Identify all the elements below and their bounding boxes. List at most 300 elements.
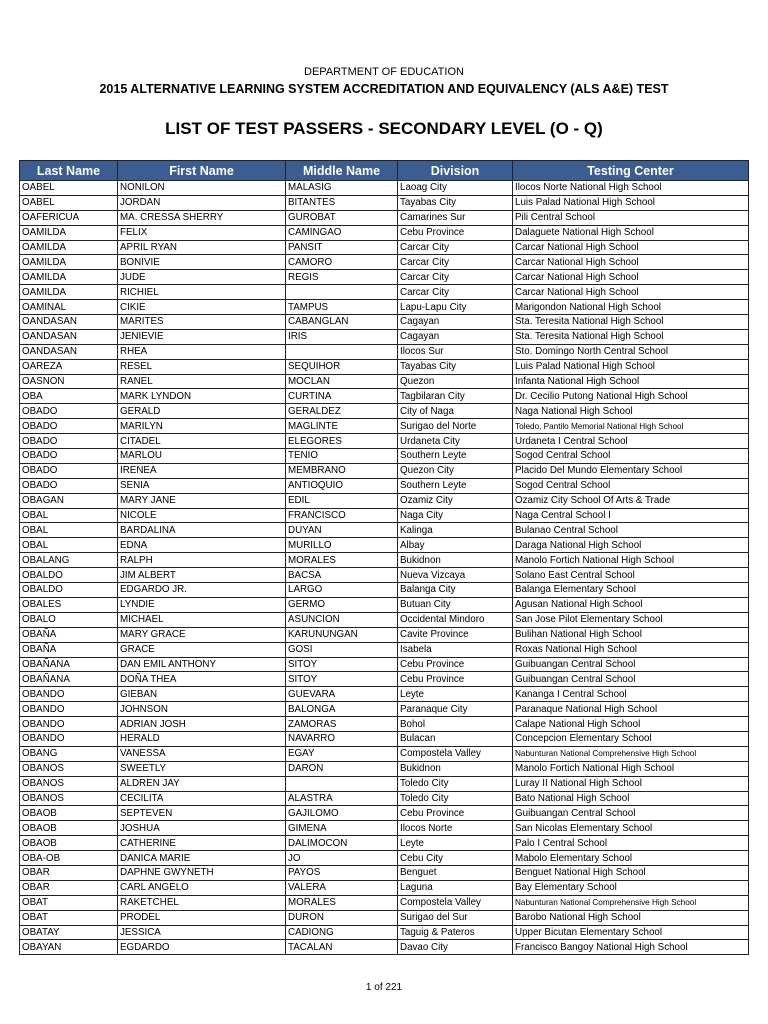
cell-testing-center: Paranaque National High School: [513, 702, 749, 717]
table-row: [20, 315, 749, 330]
cell-first-name: DAN EMIL ANTHONY: [118, 657, 286, 672]
cell-first-name: GERALD: [118, 404, 286, 419]
cell-first-name: JOHNSON: [118, 702, 286, 717]
cell-testing-center: Solano East Central School: [513, 568, 749, 583]
column-header-last-name: Last Name: [20, 161, 118, 181]
cell-last-name: OBAÑA: [20, 642, 118, 657]
cell-testing-center: Guibuangan Central School: [513, 806, 749, 821]
cell-first-name: PRODEL: [118, 910, 286, 925]
table-row: [20, 449, 749, 464]
cell-division: Tagbilaran City: [398, 389, 513, 404]
table-row: [20, 255, 749, 270]
cell-middle-name: ASUNCION: [286, 612, 398, 627]
table-row: [20, 181, 749, 196]
cell-testing-center: Roxas National High School: [513, 642, 749, 657]
table-row: [20, 285, 749, 300]
cell-middle-name: BITANTES: [286, 195, 398, 210]
cell-testing-center: Agusan National High School: [513, 597, 749, 612]
cell-middle-name: TACALAN: [286, 940, 398, 955]
cell-first-name: FELIX: [118, 225, 286, 240]
cell-first-name: MARLOU: [118, 449, 286, 464]
table-row: [20, 404, 749, 419]
cell-middle-name: EGAY: [286, 746, 398, 761]
cell-testing-center: Pili Central School: [513, 210, 749, 225]
cell-division: Compostela Valley: [398, 895, 513, 910]
cell-middle-name: DALIMOCON: [286, 836, 398, 851]
table-row: [20, 895, 749, 910]
cell-middle-name: CADIONG: [286, 925, 398, 940]
cell-division: Southern Leyte: [398, 478, 513, 493]
cell-first-name: JIM ALBERT: [118, 568, 286, 583]
cell-middle-name: CABANGLAN: [286, 315, 398, 330]
cell-division: Davao City: [398, 940, 513, 955]
table-row: [20, 776, 749, 791]
cell-testing-center: Dr. Cecilio Putong National High School: [513, 389, 749, 404]
cell-division: Butuan City: [398, 597, 513, 612]
cell-first-name: ALDREN JAY: [118, 776, 286, 791]
cell-last-name: OANDASAN: [20, 344, 118, 359]
cell-testing-center: Sta. Teresita National High School: [513, 315, 749, 330]
cell-testing-center: Ilocos Norte National High School: [513, 181, 749, 196]
cell-division: Tayabas City: [398, 195, 513, 210]
cell-testing-center: Mabolo Elementary School: [513, 851, 749, 866]
passers-table: [19, 160, 749, 955]
cell-first-name: GRACE: [118, 642, 286, 657]
cell-testing-center: Palo I Central School: [513, 836, 749, 851]
table-row: [20, 210, 749, 225]
cell-testing-center: Francisco Bangoy National High School: [513, 940, 749, 955]
column-header-testing-center: Testing Center: [513, 161, 749, 181]
cell-first-name: SEPTEVEN: [118, 806, 286, 821]
cell-division: Bukidnon: [398, 553, 513, 568]
cell-division: Cebu Province: [398, 657, 513, 672]
cell-last-name: OBADO: [20, 478, 118, 493]
cell-middle-name: GUEVARA: [286, 687, 398, 702]
cell-middle-name: MORALES: [286, 895, 398, 910]
cell-last-name: OBADO: [20, 404, 118, 419]
table-row: [20, 642, 749, 657]
cell-middle-name: ELEGORES: [286, 434, 398, 449]
cell-testing-center: Guibuangan Central School: [513, 657, 749, 672]
cell-testing-center: Barobo National High School: [513, 910, 749, 925]
cell-last-name: OABEL: [20, 181, 118, 196]
cell-testing-center: Luis Palad National High School: [513, 359, 749, 374]
table-row: [20, 463, 749, 478]
cell-last-name: OBALDO: [20, 568, 118, 583]
cell-division: Albay: [398, 538, 513, 553]
cell-last-name: OBA-OB: [20, 851, 118, 866]
cell-first-name: MARK LYNDON: [118, 389, 286, 404]
cell-first-name: RALPH: [118, 553, 286, 568]
cell-last-name: OANDASAN: [20, 329, 118, 344]
cell-last-name: OBALDO: [20, 583, 118, 598]
cell-middle-name: [286, 285, 398, 300]
cell-testing-center: Calape National High School: [513, 717, 749, 732]
cell-first-name: APRIL RYAN: [118, 240, 286, 255]
cell-first-name: MARILYN: [118, 419, 286, 434]
cell-last-name: OBAT: [20, 910, 118, 925]
cell-last-name: OBAGAN: [20, 493, 118, 508]
table-row: [20, 240, 749, 255]
cell-last-name: OAMILDA: [20, 285, 118, 300]
table-row: [20, 270, 749, 285]
cell-last-name: OBAYAN: [20, 940, 118, 955]
cell-middle-name: DUYAN: [286, 523, 398, 538]
cell-first-name: JOSHUA: [118, 821, 286, 836]
table-row: [20, 344, 749, 359]
cell-division: Bukidnon: [398, 761, 513, 776]
document-title: LIST OF TEST PASSERS - SECONDARY LEVEL (O - Q): [165, 119, 603, 138]
cell-middle-name: SEQUIHOR: [286, 359, 398, 374]
cell-middle-name: REGIS: [286, 270, 398, 285]
cell-first-name: EDGARDO JR.: [118, 583, 286, 598]
cell-testing-center: Nabunturan National Comprehensive High School: [513, 895, 749, 910]
cell-middle-name: KARUNUNGAN: [286, 627, 398, 642]
cell-division: Southern Leyte: [398, 449, 513, 464]
table-row: [20, 925, 749, 940]
cell-last-name: OAMINAL: [20, 300, 118, 315]
cell-testing-center: Dalaguete National High School: [513, 225, 749, 240]
table-row: [20, 731, 749, 746]
table-row: [20, 702, 749, 717]
cell-testing-center: Concepcion Elementary School: [513, 731, 749, 746]
cell-testing-center: Balanga Elementary School: [513, 583, 749, 598]
cell-division: Carcar City: [398, 270, 513, 285]
cell-testing-center: Sogod Central School: [513, 449, 749, 464]
document-subtitle: 2015 ALTERNATIVE LEARNING SYSTEM ACCREDITATION AND EQUIVALENCY (ALS A&E) TEST: [99, 82, 669, 96]
table-row: [20, 746, 749, 761]
cell-testing-center: San Jose Pilot Elementary School: [513, 612, 749, 627]
cell-middle-name: SITOY: [286, 657, 398, 672]
cell-first-name: RANEL: [118, 374, 286, 389]
cell-testing-center: Nabunturan National Comprehensive High School: [513, 746, 749, 761]
cell-middle-name: SITOY: [286, 672, 398, 687]
cell-division: Cagayan: [398, 315, 513, 330]
department-heading: DEPARTMENT OF EDUCATION: [304, 66, 464, 78]
cell-testing-center: Carcar National High School: [513, 270, 749, 285]
cell-first-name: RHEA: [118, 344, 286, 359]
cell-first-name: MARY JANE: [118, 493, 286, 508]
cell-last-name: OBANOS: [20, 791, 118, 806]
table-row: [20, 538, 749, 553]
cell-last-name: OAMILDA: [20, 270, 118, 285]
cell-last-name: OASNON: [20, 374, 118, 389]
cell-middle-name: BACSA: [286, 568, 398, 583]
table-row: [20, 880, 749, 895]
cell-first-name: CARL ANGELO: [118, 880, 286, 895]
cell-middle-name: ZAMORAS: [286, 717, 398, 732]
cell-division: Surigao del Sur: [398, 910, 513, 925]
cell-first-name: RESEL: [118, 359, 286, 374]
cell-last-name: OANDASAN: [20, 315, 118, 330]
cell-middle-name: GERMO: [286, 597, 398, 612]
cell-testing-center: Kananga I Central School: [513, 687, 749, 702]
table-row: [20, 508, 749, 523]
cell-division: Ilocos Sur: [398, 344, 513, 359]
table-row: [20, 374, 749, 389]
cell-middle-name: GIMENA: [286, 821, 398, 836]
table-header-row: [20, 161, 749, 181]
cell-last-name: OBAR: [20, 865, 118, 880]
cell-testing-center: Bay Elementary School: [513, 880, 749, 895]
cell-middle-name: BALONGA: [286, 702, 398, 717]
cell-testing-center: Guibuangan Central School: [513, 672, 749, 687]
table-row: [20, 851, 749, 866]
cell-testing-center: Manolo Fortich National High School: [513, 761, 749, 776]
table-row: [20, 910, 749, 925]
cell-division: City of Naga: [398, 404, 513, 419]
cell-middle-name: MALASIG: [286, 181, 398, 196]
cell-last-name: OBAÑANA: [20, 672, 118, 687]
table-row: [20, 419, 749, 434]
cell-middle-name: ALASTRA: [286, 791, 398, 806]
table-row: [20, 836, 749, 851]
cell-testing-center: Luis Palad National High School: [513, 195, 749, 210]
cell-last-name: OBALANG: [20, 553, 118, 568]
cell-division: Carcar City: [398, 285, 513, 300]
table-row: [20, 553, 749, 568]
cell-middle-name: PANSIT: [286, 240, 398, 255]
cell-testing-center: Manolo Fortich National High School: [513, 553, 749, 568]
cell-testing-center: Urdaneta I Central School: [513, 434, 749, 449]
cell-last-name: OBAT: [20, 895, 118, 910]
column-header-middle-name: Middle Name: [286, 161, 398, 181]
cell-middle-name: IRIS: [286, 329, 398, 344]
cell-middle-name: MORALES: [286, 553, 398, 568]
cell-last-name: OBALO: [20, 612, 118, 627]
cell-last-name: OAMILDA: [20, 240, 118, 255]
cell-testing-center: Benguet National High School: [513, 865, 749, 880]
table-row: [20, 583, 749, 598]
cell-division: Bohol: [398, 717, 513, 732]
cell-first-name: CITADEL: [118, 434, 286, 449]
table-row: [20, 672, 749, 687]
cell-middle-name: GERALDEZ: [286, 404, 398, 419]
cell-last-name: OBANDO: [20, 731, 118, 746]
cell-middle-name: GUROBAT: [286, 210, 398, 225]
cell-first-name: JORDAN: [118, 195, 286, 210]
cell-division: Cebu Province: [398, 806, 513, 821]
cell-division: Nueva Vizcaya: [398, 568, 513, 583]
cell-testing-center: Toledo, Pantilo Memorial National High School: [513, 419, 749, 434]
table-row: [20, 612, 749, 627]
table-row: [20, 329, 749, 344]
cell-last-name: OBAL: [20, 508, 118, 523]
cell-last-name: OBANDO: [20, 687, 118, 702]
cell-first-name: RICHIEL: [118, 285, 286, 300]
cell-last-name: OBADO: [20, 419, 118, 434]
cell-middle-name: NAVARRO: [286, 731, 398, 746]
cell-division: Ozamiz City: [398, 493, 513, 508]
cell-last-name: OAMILDA: [20, 225, 118, 240]
cell-testing-center: Bulihan National High School: [513, 627, 749, 642]
cell-division: Lapu-Lapu City: [398, 300, 513, 315]
cell-testing-center: San Nicolas Elementary School: [513, 821, 749, 836]
cell-division: Ilocos Norte: [398, 821, 513, 836]
cell-first-name: VANESSA: [118, 746, 286, 761]
column-header-first-name: First Name: [118, 161, 286, 181]
cell-division: Compostela Valley: [398, 746, 513, 761]
cell-first-name: DOÑA THEA: [118, 672, 286, 687]
cell-first-name: IRENEA: [118, 463, 286, 478]
table-row: [20, 821, 749, 836]
cell-middle-name: EDIL: [286, 493, 398, 508]
cell-testing-center: Carcar National High School: [513, 240, 749, 255]
cell-last-name: OBA: [20, 389, 118, 404]
page-number: 1 of 221: [365, 982, 403, 993]
cell-testing-center: Sta. Teresita National High School: [513, 329, 749, 344]
cell-division: Surigao del Norte: [398, 419, 513, 434]
cell-middle-name: TENIO: [286, 449, 398, 464]
cell-division: Laguna: [398, 880, 513, 895]
cell-division: Benguet: [398, 865, 513, 880]
cell-testing-center: Luray II National High School: [513, 776, 749, 791]
cell-division: Occidental Mindoro: [398, 612, 513, 627]
cell-first-name: CATHERINE: [118, 836, 286, 851]
cell-last-name: OAMILDA: [20, 255, 118, 270]
cell-last-name: OBANDO: [20, 702, 118, 717]
table-row: [20, 806, 749, 821]
table-row: [20, 940, 749, 955]
table-row: [20, 597, 749, 612]
cell-middle-name: TAMPUS: [286, 300, 398, 315]
cell-middle-name: DARON: [286, 761, 398, 776]
cell-last-name: OBAOB: [20, 821, 118, 836]
cell-last-name: OBADO: [20, 463, 118, 478]
cell-first-name: LYNDIE: [118, 597, 286, 612]
cell-last-name: OAFERICUA: [20, 210, 118, 225]
cell-middle-name: PAYOS: [286, 865, 398, 880]
table-row: [20, 478, 749, 493]
cell-testing-center: Upper Bicutan Elementary School: [513, 925, 749, 940]
cell-division: Tayabas City: [398, 359, 513, 374]
cell-division: Leyte: [398, 687, 513, 702]
cell-division: Toledo City: [398, 776, 513, 791]
cell-first-name: GIEBAN: [118, 687, 286, 702]
cell-testing-center: Naga Central School I: [513, 508, 749, 523]
table-body: [20, 181, 749, 955]
table-row: [20, 195, 749, 210]
cell-last-name: OBAL: [20, 538, 118, 553]
cell-middle-name: CURTINA: [286, 389, 398, 404]
cell-division: Bulacan: [398, 731, 513, 746]
cell-first-name: MICHAEL: [118, 612, 286, 627]
cell-last-name: OBAÑANA: [20, 657, 118, 672]
cell-middle-name: ANTIOQUIO: [286, 478, 398, 493]
cell-middle-name: FRANCISCO: [286, 508, 398, 523]
table-row: [20, 627, 749, 642]
cell-first-name: SWEETLY: [118, 761, 286, 776]
cell-last-name: OABEL: [20, 195, 118, 210]
cell-division: Cagayan: [398, 329, 513, 344]
cell-division: Toledo City: [398, 791, 513, 806]
cell-last-name: OAREZA: [20, 359, 118, 374]
cell-first-name: ADRIAN JOSH: [118, 717, 286, 732]
cell-division: Urdaneta City: [398, 434, 513, 449]
cell-testing-center: Bulanao Central School: [513, 523, 749, 538]
cell-middle-name: LARGO: [286, 583, 398, 598]
cell-first-name: SENIA: [118, 478, 286, 493]
cell-middle-name: GOSI: [286, 642, 398, 657]
cell-first-name: MARY GRACE: [118, 627, 286, 642]
cell-division: Taguig & Pateros: [398, 925, 513, 940]
cell-first-name: NICOLE: [118, 508, 286, 523]
table-row: [20, 657, 749, 672]
cell-last-name: OBAÑA: [20, 627, 118, 642]
cell-middle-name: GAJILOMO: [286, 806, 398, 821]
table-row: [20, 717, 749, 732]
cell-first-name: NONILON: [118, 181, 286, 196]
cell-middle-name: VALERA: [286, 880, 398, 895]
cell-first-name: RAKETCHEL: [118, 895, 286, 910]
cell-first-name: BARDALINA: [118, 523, 286, 538]
cell-first-name: EGDARDO: [118, 940, 286, 955]
cell-first-name: DAPHNE GWYNETH: [118, 865, 286, 880]
table-row: [20, 359, 749, 374]
cell-testing-center: Infanta National High School: [513, 374, 749, 389]
cell-division: Paranaque City: [398, 702, 513, 717]
cell-division: Cebu Province: [398, 225, 513, 240]
cell-division: Camarines Sur: [398, 210, 513, 225]
cell-middle-name: CAMINGAO: [286, 225, 398, 240]
cell-testing-center: Carcar National High School: [513, 285, 749, 300]
cell-last-name: OBANOS: [20, 761, 118, 776]
cell-division: Isabela: [398, 642, 513, 657]
cell-first-name: DANICA MARIE: [118, 851, 286, 866]
cell-last-name: OBADO: [20, 434, 118, 449]
cell-testing-center: Placido Del Mundo Elementary School: [513, 463, 749, 478]
cell-testing-center: Sto. Domingo North Central School: [513, 344, 749, 359]
cell-last-name: OBALES: [20, 597, 118, 612]
cell-last-name: OBAOB: [20, 836, 118, 851]
cell-first-name: MARITES: [118, 315, 286, 330]
table-row: [20, 389, 749, 404]
table-row: [20, 434, 749, 449]
table-row: [20, 687, 749, 702]
table-row: [20, 791, 749, 806]
table-row: [20, 523, 749, 538]
cell-middle-name: MOCLAN: [286, 374, 398, 389]
table-row: [20, 865, 749, 880]
cell-first-name: EDNA: [118, 538, 286, 553]
cell-division: Leyte: [398, 836, 513, 851]
cell-last-name: OBANG: [20, 746, 118, 761]
table-row: [20, 493, 749, 508]
cell-division: Quezon City: [398, 463, 513, 478]
cell-middle-name: DURON: [286, 910, 398, 925]
cell-middle-name: MEMBRANO: [286, 463, 398, 478]
cell-middle-name: CAMORO: [286, 255, 398, 270]
cell-middle-name: JO: [286, 851, 398, 866]
table-row: [20, 300, 749, 315]
cell-first-name: JENIEVIE: [118, 329, 286, 344]
cell-first-name: CIKIE: [118, 300, 286, 315]
cell-division: Cebu City: [398, 851, 513, 866]
cell-first-name: BONIVIE: [118, 255, 286, 270]
cell-division: Cavite Province: [398, 627, 513, 642]
cell-middle-name: MURILLO: [286, 538, 398, 553]
cell-last-name: OBAOB: [20, 806, 118, 821]
cell-first-name: CECILITA: [118, 791, 286, 806]
table-row: [20, 225, 749, 240]
cell-middle-name: [286, 344, 398, 359]
table-row: [20, 761, 749, 776]
cell-division: Balanga City: [398, 583, 513, 598]
cell-testing-center: Daraga National High School: [513, 538, 749, 553]
column-header-division: Division: [398, 161, 513, 181]
cell-division: Carcar City: [398, 255, 513, 270]
cell-division: Cebu Province: [398, 672, 513, 687]
